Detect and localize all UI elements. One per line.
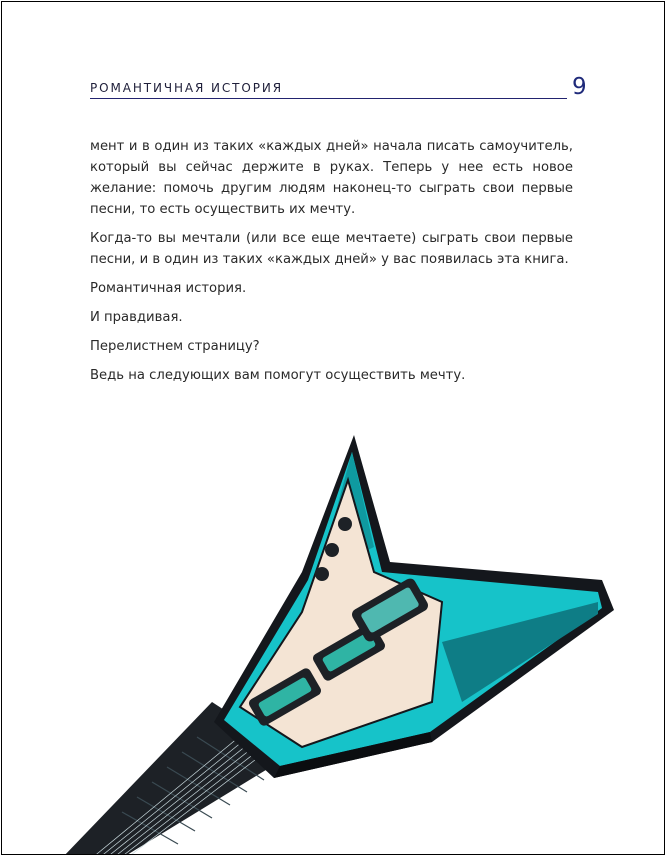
tone-knob bbox=[325, 543, 339, 557]
guitar-illustration bbox=[2, 422, 665, 855]
header-rule bbox=[90, 98, 567, 99]
paragraph: Романтичная история. bbox=[90, 281, 247, 296]
paragraph: мент и в один из таких «каждых дней» начала писать самоучитель, который вы сейчас держите в руках. Теперь у нее есть новое желание: помочь другим людям наконец-то сыграть свои первые песни, то есть осуществить их мечту. bbox=[90, 139, 573, 217]
tone-knob bbox=[315, 567, 329, 581]
paragraph: Ведь на следующих вам помогут осуществить мечту. bbox=[90, 368, 466, 383]
page-number: 9 bbox=[572, 74, 587, 100]
running-head-title: РОМАНТИЧНАЯ ИСТОРИЯ bbox=[90, 81, 283, 95]
paragraph: И правдивая. bbox=[90, 310, 183, 325]
body-text bbox=[90, 136, 573, 394]
paragraph: Перелистнем страницу? bbox=[90, 339, 260, 354]
volume-knob bbox=[338, 517, 352, 531]
paragraph: Когда-то вы мечтали (или все еще мечтаете) сыграть свои первые песни, и в один из таких «каждых дней» у вас появилась эта книга. bbox=[90, 231, 573, 267]
book-page bbox=[1, 1, 665, 855]
